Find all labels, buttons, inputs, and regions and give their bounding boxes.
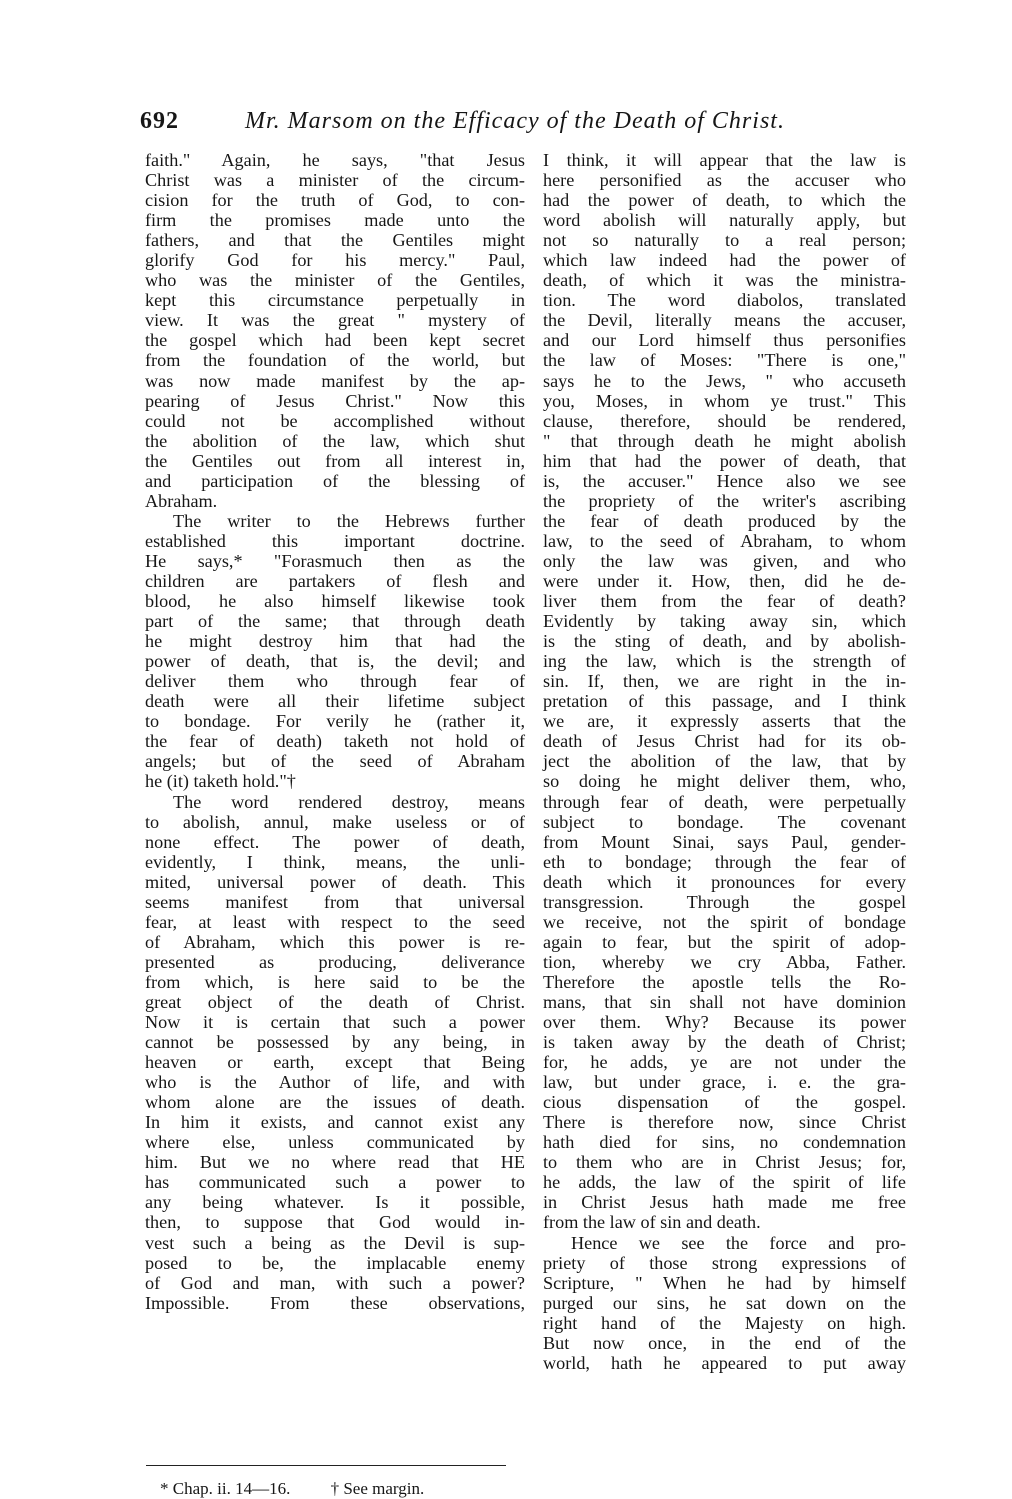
text-line: we are, it expressly asserts that the [543,711,906,732]
text-line: subject to bondage. The covenant [543,811,906,832]
text-line: pearing of Jesus Christ." Now this [145,390,525,411]
text-line: is taken away by the death of Christ; [543,1032,906,1053]
text-line: view. It was the great " mystery of [145,310,525,331]
text-line: pretation of this passage, and I think [543,691,906,712]
footnotes [160,1479,520,1499]
text-line: I think, it will appear that the law is [543,150,906,170]
text-line: through fear of death, were perpetually [543,791,906,812]
text-line: the abolition of the law, which shut [145,430,525,451]
text-line: right hand of the Majesty on high. [543,1312,906,1333]
text-line: says he to the Jews, " who accuseth [543,370,906,391]
footnote-rule [146,1465,506,1466]
text-line: sin. If, then, we are right in the in- [543,671,906,692]
running-title: Mr. Marsom on the Efficacy of the Death of Christ. [245,108,785,134]
text-line: is the sting of death, and by abolish- [543,631,906,652]
text-line: faith." Again, he says, "that Jesus [145,150,525,170]
text-line: we receive, not the spirit of bondage [543,911,906,932]
text-line: he adds, the law of the spirit of life [543,1172,906,1193]
text-line: purged our sins, he sat down on the [543,1292,906,1313]
text-line: here personified as the accuser who [543,170,906,191]
page-number: 692 [140,108,179,134]
text-line: Hence we see the force and pro- [571,1232,906,1253]
text-line: and participation of the blessing of [145,470,525,491]
text-line: heaven or earth, except that Being [145,1052,525,1073]
text-line: from which, is here said to be the [145,971,525,992]
left-column [145,150,525,1313]
text-line: for, he adds, ye are not under the [543,1052,906,1073]
text-line: tion. The word diabolos, translated [543,290,906,311]
text-line: the fear of death) taketh not hold of [145,731,525,752]
text-line: fear, at least with respect to the seed [145,911,525,932]
text-line: in Christ Jesus hath made me free [543,1192,906,1213]
text-line: He says,* "Forasmuch then as the [145,550,525,571]
text-line: tion, whereby we cry Abba, Father. [543,951,906,972]
text-line: could not be accomplished without [145,410,525,431]
text-line: the fear of death produced by the [543,510,906,531]
text-line: great object of the death of Christ. [145,991,525,1012]
footnote-1: * Chap. ii. 14—16. [160,1479,291,1498]
text-line: where else, unless communicated by [145,1132,525,1153]
text-line: then, to suppose that God would in- [145,1212,525,1233]
text-line: to bondage. For verily he (rather it, [145,711,525,732]
text-line: Abraham. [145,490,218,511]
text-line: who was the minister of the Gentiles, [145,270,525,291]
text-line: kept this circumstance perpetually in [145,290,525,311]
text-line: from the law of sin and death. [543,1212,761,1233]
text-line: eth to bondage; through the fear of [543,851,906,872]
text-line: fathers, and that the Gentiles might [145,230,525,251]
text-line: the law of Moses: "There is one," [543,350,906,371]
text-line: hath died for sins, no condemnation [543,1132,906,1153]
text-line: The word rendered destroy, means [173,791,525,812]
text-line: is, the accuser." Hence also we see [543,470,906,491]
text-line: was now made manifest by the ap- [145,370,525,391]
text-line: presented as producing, deliverance [145,951,525,972]
text-line: the gospel which had been kept secret [145,330,525,351]
text-line: glorify God for his mercy." Paul, [145,250,525,271]
text-line: him that had the power of death, that [543,450,906,471]
text-line: Scripture, " When he had by himself [543,1272,906,1293]
text-line: The writer to the Hebrews further [173,510,525,531]
text-line: mited, universal power of death. This [145,871,525,892]
text-line: clause, therefore, should be rendered, [543,410,906,431]
text-line: whom alone are the issues of death. [145,1092,525,1113]
text-line: established this important doctrine. [145,530,525,551]
text-line: deliver them who through fear of [145,671,525,692]
text-line: him. But we no where read that HE [145,1152,525,1173]
text-line: from the foundation of the world, but [145,350,525,371]
text-line: firm the promises made unto the [145,210,525,231]
text-line: he (it) taketh hold."† [145,771,296,792]
text-line: not so naturally to a real person; [543,230,906,251]
text-line: There is therefore now, since Christ [543,1112,906,1133]
text-line: the Devil, literally means the accuser, [543,310,906,331]
text-line: of Abraham, which this power is re- [145,931,525,952]
text-line: transgression. Through the gospel [543,891,906,912]
text-line: cision for the truth of God, to con- [145,190,525,211]
text-line: and our Lord himself thus personifies [543,330,906,351]
text-line: again to fear, but the spirit of adop- [543,931,906,952]
text-line: any being whatever. Is it possible, [145,1192,525,1213]
text-line: death were all their lifetime subject [145,691,525,712]
text-line: Impossible. From these observations, [145,1292,525,1313]
text-line: death, of which it was the ministra- [543,270,906,291]
text-line: But now once, in the end of the [543,1332,906,1353]
text-line: to abolish, annul, make useless or of [145,811,525,832]
text-line: power of death, that is, the devil; and [145,651,525,672]
text-line: had the power of death, to which the [543,190,906,211]
text-line: mans, that sin shall not have dominion [543,991,906,1012]
text-line: Therefore the apostle tells the Ro- [543,971,906,992]
right-column [543,150,906,1373]
text-line: he might destroy him that had the [145,631,525,652]
text-line: world, hath he appeared to put away [543,1352,906,1373]
text-line: so doing he might deliver them, who, [543,771,906,792]
text-line: angels; but of the seed of Abraham [145,751,525,772]
text-line: over them. Why? Because its power [543,1012,906,1033]
text-line: cannot be possessed by any being, in [145,1032,525,1053]
text-line: posed to be, the implacable enemy [145,1252,525,1273]
text-line: you, Moses, in whom ye trust." This [543,390,906,411]
text-line: In him it exists, and cannot exist any [145,1112,525,1133]
footnote-2: † See margin. [330,1479,425,1498]
text-line: death of Jesus Christ had for its ob- [543,731,906,752]
text-line: from Mount Sinai, says Paul, gender- [543,831,906,852]
text-line: seems manifest from that universal [145,891,525,912]
text-line: word abolish will naturally apply, but [543,210,906,231]
text-line: ing the law, which is the strength of [543,651,906,672]
text-line: " that through death he might abolish [543,430,906,451]
text-line: Christ was a minister of the circum- [145,170,525,191]
text-line: evidently, I think, means, the unli- [145,851,525,872]
text-line: law, to the seed of Abraham, to whom [543,530,906,551]
text-line: cious dispensation of the gospel. [543,1092,906,1113]
text-line: blood, he also himself likewise took [145,591,525,612]
text-line: ject the abolition of the law, that by [543,751,906,772]
text-line: were under it. How, then, did he de- [543,570,906,591]
text-line: law, but under grace, i. e. the gra- [543,1072,906,1093]
text-line: children are partakers of flesh and [145,570,525,591]
text-line: vest such a being as the Devil is sup- [145,1232,525,1253]
text-line: only the law was given, and who [543,550,906,571]
text-line: priety of those strong expressions of [543,1252,906,1273]
text-line: of God and man, with such a power? [145,1272,525,1293]
text-line: part of the same; that through death [145,611,525,632]
text-line: to them who are in Christ Jesus; for, [543,1152,906,1173]
text-line: Now it is certain that such a power [145,1012,525,1033]
text-line: the Gentiles out from all interest in, [145,450,525,471]
text-line: Evidently by taking away sin, which [543,611,906,632]
text-line: liver them from the fear of death? [543,591,906,612]
text-line: death which it pronounces for every [543,871,906,892]
text-line: has communicated such a power to [145,1172,525,1193]
text-line: none effect. The power of death, [145,831,525,852]
text-line: which law indeed had the power of [543,250,906,271]
text-line: the propriety of the writer's ascribing [543,490,906,511]
text-line: who is the Author of life, and with [145,1072,525,1093]
